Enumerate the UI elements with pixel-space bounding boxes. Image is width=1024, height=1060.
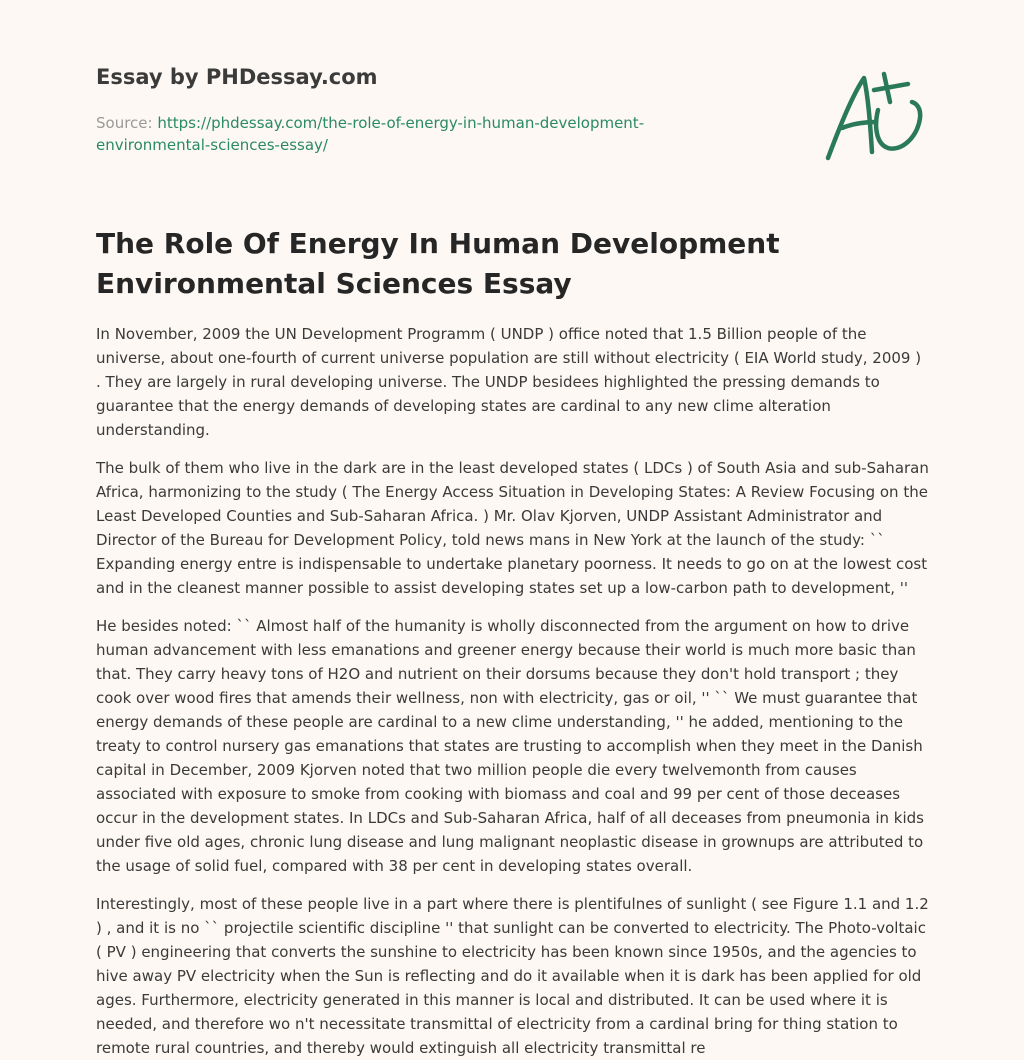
a-plus-icon [820, 66, 930, 166]
paragraph: Interestingly, most of these people live in a part where there is plentifulnes of sunlight ( see Figure 1.1 and 1.2 ) , and it is no `` projectile scientific discipline '' that sunlight can be converted to electricity. The Photo-voltaic ( PV ) engineering that converts the sunshine to electricity has been known since 1950s, and the agencies to hive away PV electricity when the Sun is reflecting and do it available when it is dark has been applied for old ages. Furthermore, electricity generated in this manner is local and distributed. It can be used where it is needed, and therefore wo n't necessitate transmittal of electricity from a cardinal bring for thing station to remote rural countries, and thereby would extinguish all electricity transmittal re [96, 895, 929, 1057]
site-brand: Essay by PHDessay.com [96, 65, 378, 89]
paragraph: The bulk of them who live in the dark are in the least developed states ( LDCs ) of South Asia and sub-Saharan Africa, harmonizing to the study ( The Energy Access Situation in Developing States: A Review Focusing on the Least Developed Counties and Sub-Saharan Africa. ) Mr. Olav Kjorven, UNDP Assistant Administrator and Director of the Bureau for Development Policy, told news mans in New York at the launch of the study: `` Expanding energy entre is indispensable to undertake planetary poorness. It needs to go on at the lowest cost and in the cleanest manner possible to assist developing states set up a low-carbon path to development, '' [96, 459, 929, 597]
essay-title: The Role Of Energy In Human Development Environmental Sciences Essay [96, 227, 780, 300]
paragraph: He besides noted: `` Almost half of the humanity is wholly disconnected from the argument on how to drive human advancement with less emanations and greener energy because their world is much more basic than that. They carry heavy tons of H2O and nutrient on their dorsums because they don't hold transport ; they cook over wood fires that amends their wellness, non with electricity, gas or oil, '' `` We must guarantee that energy demands of these people are cardinal to a new clime understanding, '' he added, mentioning to the treaty to control nursery gas emanations that states are trusting to accomplish when they meet in the Danish capital in December, 2009 Kjorven noted that two million people die every twelvemonth from causes associated with exposure to smoke from cooking with biomass and coal and 99 per cent of those deceases occur in the development states. In LDCs and Sub-Saharan Africa, half of all deceases from pneumonia in kids under five old ages, chronic lung disease and lung malignant neoplastic disease in grownups are attributed to the usage of solid fuel, compared with 38 per cent in developing states overall. [96, 617, 924, 875]
source-label: Source: [96, 114, 153, 132]
source-line [96, 112, 756, 156]
source-link[interactable]: https://phdessay.com/the-role-of-energy-in-human-development-environmental-sciences-essay/ [96, 114, 645, 154]
page-header [96, 62, 796, 156]
paragraph: In November, 2009 the UN Development Programm ( UNDP ) office noted that 1.5 Billion people of the universe, about one-fourth of current universe population are still without electricity ( EIA World study, 2009 ) . They are largely in rural developing universe. The UNDP besidees highlighted the pressing demands to guarantee that the energy demands of developing states are cardinal to any new clime alteration understanding. [96, 325, 922, 439]
essay-body [96, 322, 930, 1060]
